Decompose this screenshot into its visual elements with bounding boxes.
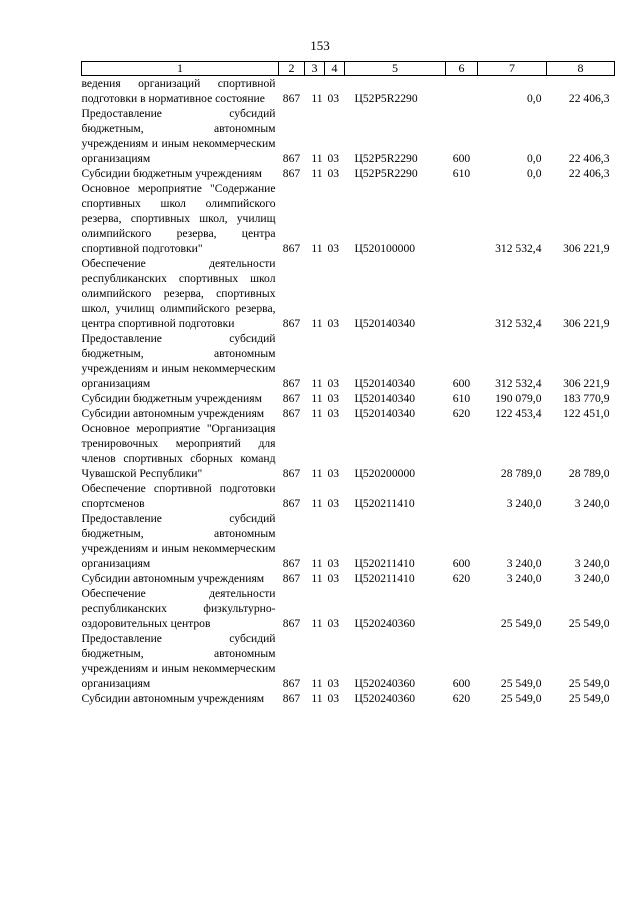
row-name: Субсидии автономным учреждениям xyxy=(81,407,265,420)
section-code: 11 xyxy=(311,692,323,705)
budget-table xyxy=(81,61,615,706)
subsection-code: 03 xyxy=(327,557,340,570)
amount-year-1: 0,0 xyxy=(527,167,542,180)
subsection-code: 03 xyxy=(327,497,340,510)
amount-year-1: 0,0 xyxy=(527,92,542,105)
subsection-code: 03 xyxy=(327,692,340,705)
row-name: Основное мероприятие "Организация тренировочных мероприятий для членов спортивных сборных команд Чувашской Республики" xyxy=(81,422,276,480)
section-code: 11 xyxy=(311,617,323,630)
expense-type-code xyxy=(446,256,478,331)
subsection-code: 03 xyxy=(327,617,340,630)
ministry-code: 867 xyxy=(282,677,301,690)
table-row xyxy=(82,691,615,706)
amount-year-1: 190 079,0 xyxy=(495,392,542,405)
target-article-code: Ц52P5R2290 xyxy=(354,92,418,105)
amount-year-1: 312 532,4 xyxy=(495,377,542,390)
col-header-4: 4 xyxy=(325,62,345,76)
section-code: 11 xyxy=(311,377,323,390)
target-article-code: Ц520240360 xyxy=(354,617,416,630)
col-header-3: 3 xyxy=(305,62,325,76)
amount-year-1: 28 789,0 xyxy=(500,467,542,480)
amount-year-1: 3 240,0 xyxy=(506,497,542,510)
table-row xyxy=(82,166,615,181)
expense-type-code: 600 xyxy=(452,677,471,690)
row-name: Предоставление субсидий бюджетным, автономным учреждениям и иным некоммерческим организациям xyxy=(81,332,276,390)
row-name: Обеспечение деятельности республиканских физкультурно-оздоровительных центров xyxy=(81,587,276,630)
amount-year-2: 3 240,0 xyxy=(574,572,610,585)
table-row xyxy=(82,331,615,391)
header-row xyxy=(82,62,615,76)
amount-year-2: 22 406,3 xyxy=(568,152,610,165)
expense-type-code xyxy=(446,421,478,481)
ministry-code: 867 xyxy=(282,92,301,105)
ministry-code: 867 xyxy=(282,242,301,255)
amount-year-2: 183 770,9 xyxy=(563,392,610,405)
amount-year-2: 306 221,9 xyxy=(563,377,610,390)
expense-type-code xyxy=(446,481,478,511)
row-name: Предоставление субсидий бюджетным, автономным учреждениям и иным некоммерческим организациям xyxy=(81,632,276,690)
ministry-code: 867 xyxy=(282,407,301,420)
amount-year-2: 25 549,0 xyxy=(568,677,610,690)
ministry-code: 867 xyxy=(282,557,301,570)
amount-year-1: 25 549,0 xyxy=(500,692,542,705)
subsection-code: 03 xyxy=(327,677,340,690)
target-article-code: Ц520140340 xyxy=(354,392,416,405)
subsection-code: 03 xyxy=(327,317,340,330)
amount-year-2: 3 240,0 xyxy=(574,497,610,510)
ministry-code: 867 xyxy=(282,497,301,510)
expense-type-code: 610 xyxy=(452,392,471,405)
section-code: 11 xyxy=(311,152,323,165)
expense-type-code: 620 xyxy=(452,407,471,420)
target-article-code: Ц520240360 xyxy=(354,677,416,690)
expense-type-code: 600 xyxy=(452,377,471,390)
target-article-code: Ц520100000 xyxy=(354,242,416,255)
expense-type-code: 600 xyxy=(452,152,471,165)
table-row xyxy=(82,391,615,406)
amount-year-2: 25 549,0 xyxy=(568,692,610,705)
table-row xyxy=(82,106,615,166)
section-code: 11 xyxy=(311,572,323,585)
amount-year-2: 306 221,9 xyxy=(563,242,610,255)
row-name: ведения организаций спортивной подготовки в нормативное состояние xyxy=(81,77,276,105)
row-name: Основное мероприятие "Содержание спортивных школ олимпийского резерва, спортивных школ, училищ олимпийского резерва, центра спортивной подготовки" xyxy=(81,182,276,255)
col-header-5: 5 xyxy=(345,62,446,76)
col-header-2: 2 xyxy=(279,62,305,76)
amount-year-1: 312 532,4 xyxy=(495,242,542,255)
col-header-7: 7 xyxy=(478,62,547,76)
ministry-code: 867 xyxy=(282,167,301,180)
subsection-code: 03 xyxy=(327,152,340,165)
table-body xyxy=(82,76,615,707)
target-article-code: Ц520240360 xyxy=(354,692,416,705)
section-code: 11 xyxy=(311,497,323,510)
expense-type-code xyxy=(446,181,478,256)
subsection-code: 03 xyxy=(327,92,340,105)
table-row xyxy=(82,481,615,511)
expense-type-code xyxy=(446,76,478,107)
col-header-8: 8 xyxy=(547,62,615,76)
table-row xyxy=(82,571,615,586)
amount-year-2: 306 221,9 xyxy=(563,317,610,330)
subsection-code: 03 xyxy=(327,407,340,420)
table-row xyxy=(82,511,615,571)
amount-year-1: 25 549,0 xyxy=(500,677,542,690)
subsection-code: 03 xyxy=(327,242,340,255)
row-name: Субсидии автономным учреждениям xyxy=(81,692,265,705)
target-article-code: Ц520140340 xyxy=(354,317,416,330)
amount-year-1: 3 240,0 xyxy=(506,572,542,585)
amount-year-2: 25 549,0 xyxy=(568,617,610,630)
ministry-code: 867 xyxy=(282,152,301,165)
ministry-code: 867 xyxy=(282,617,301,630)
section-code: 11 xyxy=(311,92,323,105)
ministry-code: 867 xyxy=(282,317,301,330)
subsection-code: 03 xyxy=(327,392,340,405)
amount-year-2: 3 240,0 xyxy=(574,557,610,570)
amount-year-2: 122 451,0 xyxy=(563,407,610,420)
amount-year-1: 312 532,4 xyxy=(495,317,542,330)
amount-year-2: 28 789,0 xyxy=(568,467,610,480)
section-code: 11 xyxy=(311,317,323,330)
amount-year-2: 22 406,3 xyxy=(568,92,610,105)
subsection-code: 03 xyxy=(327,167,340,180)
ministry-code: 867 xyxy=(282,392,301,405)
amount-year-1: 3 240,0 xyxy=(506,557,542,570)
col-header-6: 6 xyxy=(446,62,478,76)
target-article-code: Ц52P5R2290 xyxy=(354,152,418,165)
amount-year-2: 22 406,3 xyxy=(568,167,610,180)
section-code: 11 xyxy=(311,467,323,480)
section-code: 11 xyxy=(311,677,323,690)
table-row xyxy=(82,631,615,691)
section-code: 11 xyxy=(311,407,323,420)
table-row xyxy=(82,421,615,481)
row-name: Обеспечение деятельности республиканских спортивных школ олимпийского резерва, спортивных школ, училищ олимпийского резерва, центра спортивной подготовки xyxy=(81,257,276,330)
expense-type-code: 620 xyxy=(452,692,471,705)
section-code: 11 xyxy=(311,242,323,255)
table-row xyxy=(82,406,615,421)
row-name: Субсидии автономным учреждениям xyxy=(81,572,265,585)
table-row xyxy=(82,76,615,107)
section-code: 11 xyxy=(311,557,323,570)
amount-year-1: 122 453,4 xyxy=(495,407,542,420)
subsection-code: 03 xyxy=(327,467,340,480)
target-article-code: Ц520211410 xyxy=(354,557,415,570)
expense-type-code xyxy=(446,586,478,631)
row-name: Субсидии бюджетным учреждениям xyxy=(81,392,262,405)
subsection-code: 03 xyxy=(327,377,340,390)
section-code: 11 xyxy=(311,167,323,180)
row-name: Субсидии бюджетным учреждениям xyxy=(81,167,262,180)
table-row xyxy=(82,586,615,631)
target-article-code: Ц52P5R2290 xyxy=(354,167,418,180)
expense-type-code: 610 xyxy=(452,167,471,180)
expense-type-code: 600 xyxy=(452,557,471,570)
ministry-code: 867 xyxy=(282,572,301,585)
target-article-code: Ц520211410 xyxy=(354,572,415,585)
row-name: Обеспечение спортивной подготовки спортсменов xyxy=(81,482,276,510)
row-name: Предоставление субсидий бюджетным, автономным учреждениям и иным некоммерческим организациям xyxy=(81,512,276,570)
target-article-code: Ц520140340 xyxy=(354,407,416,420)
ministry-code: 867 xyxy=(282,467,301,480)
section-code: 11 xyxy=(311,392,323,405)
subsection-code: 03 xyxy=(327,572,340,585)
target-article-code: Ц520200000 xyxy=(354,467,416,480)
expense-type-code: 620 xyxy=(452,572,471,585)
target-article-code: Ц520140340 xyxy=(354,377,416,390)
amount-year-1: 25 549,0 xyxy=(500,617,542,630)
row-name: Предоставление субсидий бюджетным, автономным учреждениям и иным некоммерческим организациям xyxy=(81,107,276,165)
ministry-code: 867 xyxy=(282,377,301,390)
table-row xyxy=(82,256,615,331)
amount-year-1: 0,0 xyxy=(527,152,542,165)
page-number: 153 xyxy=(310,38,330,53)
ministry-code: 867 xyxy=(282,692,301,705)
table-row xyxy=(82,181,615,256)
target-article-code: Ц520211410 xyxy=(354,497,415,510)
col-header-1: 1 xyxy=(82,62,279,76)
